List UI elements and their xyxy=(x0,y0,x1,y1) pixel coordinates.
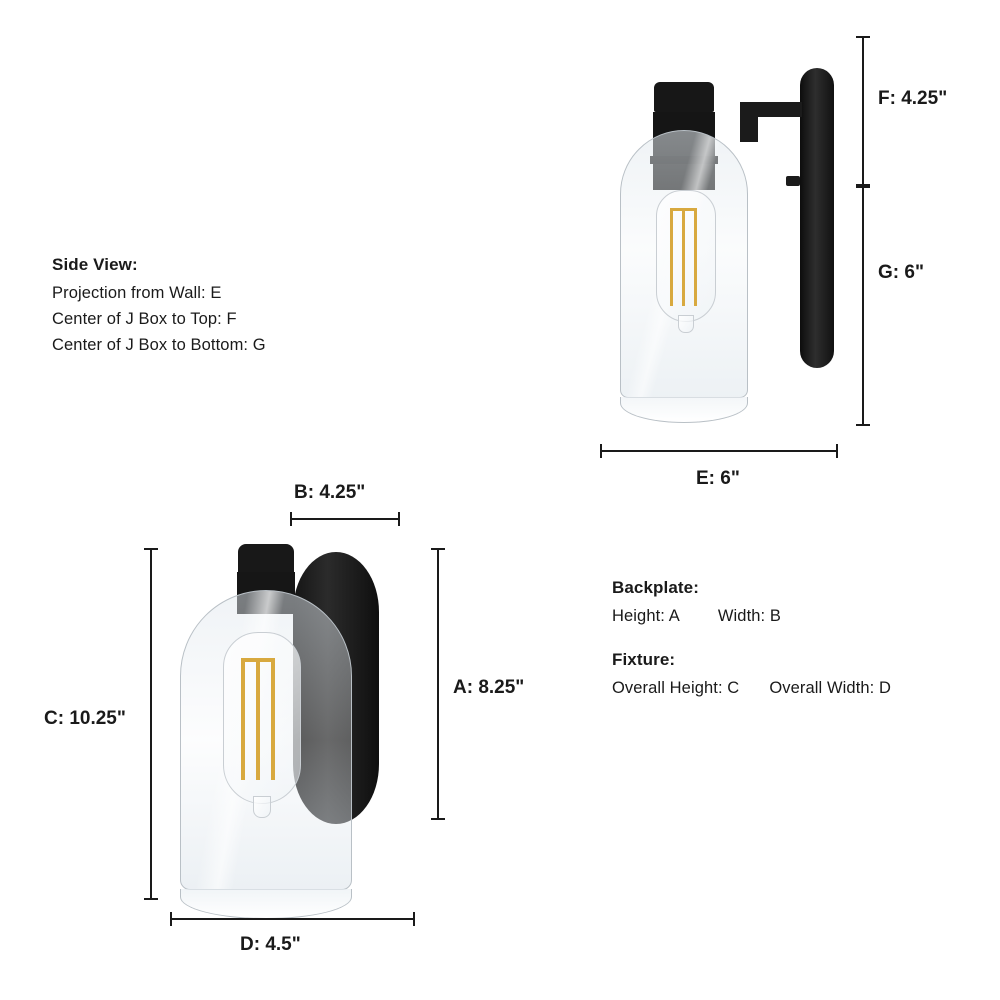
front-view-illustration xyxy=(175,540,435,910)
side-view-legend xyxy=(52,255,472,355)
side-view-backplate xyxy=(800,68,834,368)
front-view-bulb-tip xyxy=(253,796,271,818)
dimension-C-label: C: 10.25" xyxy=(44,708,126,729)
dimension-A-label: A: 8.25" xyxy=(453,677,525,698)
side-view-filament xyxy=(682,210,685,306)
front-view-filament xyxy=(241,660,245,780)
backplate-legend xyxy=(612,578,972,626)
fixture-legend-title: Fixture: xyxy=(612,650,676,669)
side-view-setscrew-icon xyxy=(786,176,800,186)
side-view-socket-cap xyxy=(654,82,714,112)
side-view-legend-title: Side View: xyxy=(52,255,138,274)
side-view-stem xyxy=(740,102,758,142)
dimension-D-label: D: 4.5" xyxy=(240,934,301,955)
fixture-overall-height-label: Overall Height: C xyxy=(612,679,740,697)
dimension-G-label: G: 6" xyxy=(878,262,924,283)
side-view-legend-line-top: Center of J Box to Top: F xyxy=(52,310,237,328)
front-view-glass-base xyxy=(180,889,352,919)
dimension-F-label: F: 4.25" xyxy=(878,88,948,109)
side-view-illustration xyxy=(590,30,880,460)
side-view-legend-line-bottom: Center of J Box to Bottom: G xyxy=(52,336,266,354)
side-view-glass-base xyxy=(620,397,748,423)
fixture-legend xyxy=(612,650,992,698)
backplate-legend-title: Backplate: xyxy=(612,578,699,597)
dimension-B-label: B: 4.25" xyxy=(294,482,366,503)
front-view-filament xyxy=(271,660,275,780)
side-view-filament xyxy=(670,210,673,306)
front-view-filament-bridge xyxy=(241,658,275,662)
dimension-E-label: E: 6" xyxy=(696,468,740,489)
backplate-height-label: Height: A xyxy=(612,607,680,625)
side-view-legend-line-projection: Projection from Wall: E xyxy=(52,284,222,302)
fixture-overall-width-label: Overall Width: D xyxy=(769,679,892,697)
front-view-filament xyxy=(256,660,260,780)
side-view-filament-bridge xyxy=(670,208,697,211)
backplate-width-label: Width: B xyxy=(717,607,782,625)
side-view-filament xyxy=(694,210,697,306)
side-view-bulb-tip xyxy=(678,315,694,333)
